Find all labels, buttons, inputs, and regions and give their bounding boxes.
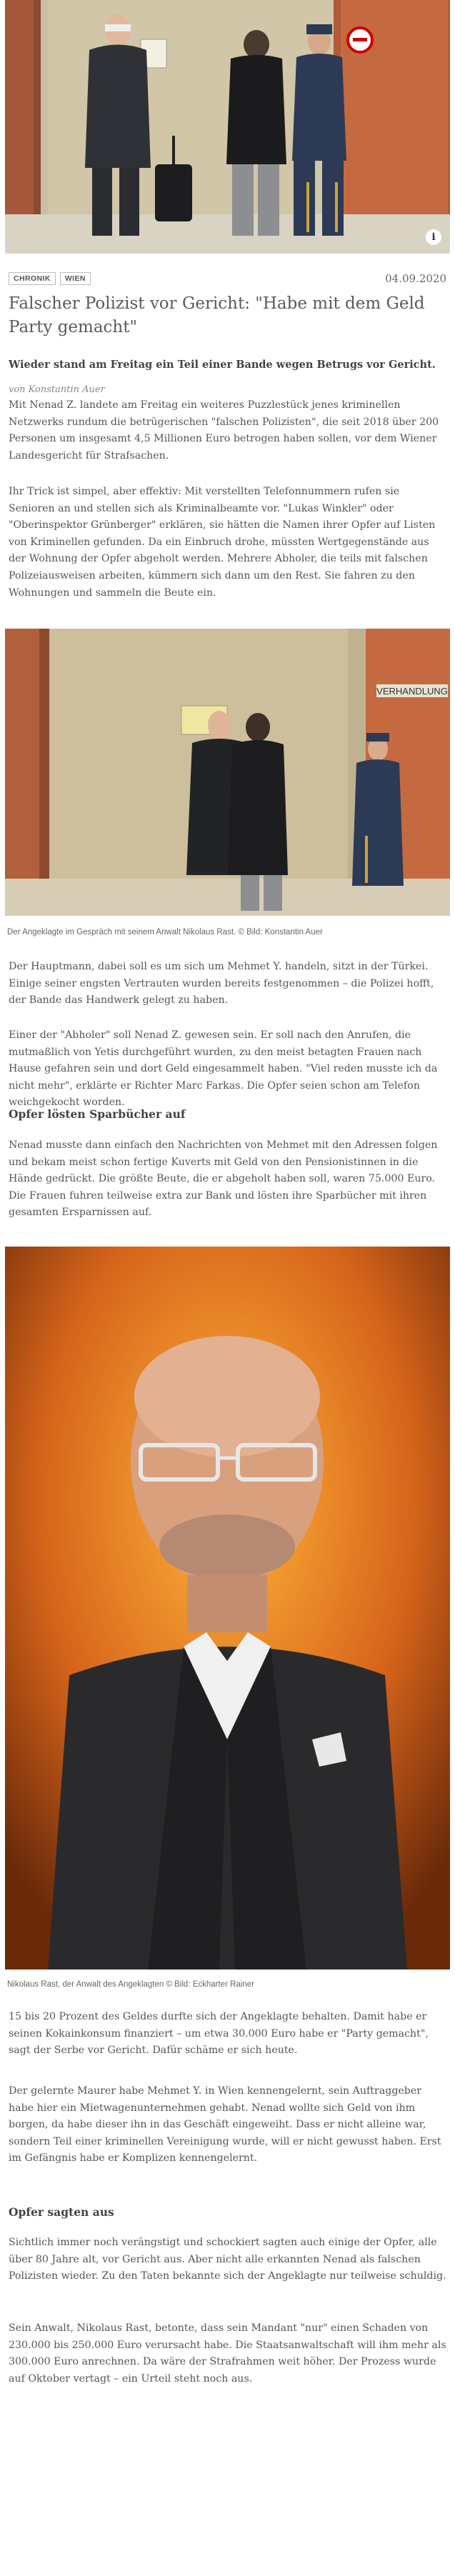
- paragraph-4: Einer der "Abholer" soll Nenad Z. gewesen sein. Er soll nach den Anrufen, die mutmaßlich von Yetis durchgeführt wurden, zu den meist betagten Frauen nach Hause gefahren sein und dort Geld eingesammelt haben. "Viel reden musste ich da nicht mehr", erklärte er Richter Marc Farkas. Die Opfer seien schon am Telefon weichgekocht worden.: [9, 1029, 438, 1109]
- category-tag-wien[interactable]: WIEN: [60, 272, 91, 285]
- door-sign: VERHANDLUNG: [376, 686, 448, 697]
- paragraph-1: Mit Nenad Z. landete am Freitag ein weiteres Puzzlestück jenes kriminellen Netzwerks rundum die betrügerischen "falschen Polizisten", die seit 2018 über 200 Personen um insgesamt 4,5 Millionen Euro betrogen haben sollen, vor dem Wiener Landesgericht für Strafsachen.: [9, 399, 439, 461]
- publish-date: 04.09.2020: [385, 272, 446, 285]
- article-title: Falscher Polizist vor Gericht: "Habe mit dem Geld Party gemacht": [9, 294, 425, 336]
- category-tag-chronik[interactable]: CHRONIK: [9, 272, 56, 285]
- paragraph-3: Der Hauptmann, dabei soll es um sich um Mehmet Y. handeln, sitzt in der Türkei. Einige seiner engsten Vertrauten wurden bereits festgenommen – die Polizei hofft, der Bande das Handwerk gelegt zu haben.: [9, 961, 434, 1007]
- paragraph-6: 15 bis 20 Prozent des Geldes durfte sich der Angeklagte behalten. Damit habe er seinen Kokainkonsum finanziert – um etwa 30.000 Euro habe er "Party gemacht", sagt der Serbe vor Gericht. Dafür schäme er sich heute.: [9, 2011, 429, 2057]
- article-author: von Konstantin Auer: [9, 384, 105, 395]
- paragraph-5: Nenad musste dann einfach den Nachrichten von Mehmet mit den Adressen folgen und bekam meist schon fertige Kuverts mit Geld von den Pensionistinnen in die Hände gedrückt. Die größte Beute, die er abgeholt haben soll, waren 75.000 Euro. Die Frauen fuhren teilweise extra zur Bank und lösten ihre Sparbücher mit ihren gesamten Ersparnissen auf.: [9, 1139, 438, 1219]
- article-lead: Wieder stand am Freitag ein Teil einer Bande wegen Betrugs vor Gericht.: [9, 359, 436, 371]
- hero-image: [5, 0, 450, 254]
- hero-photo-illustration: [5, 0, 450, 254]
- paragraph-8: Sichtlich immer noch verängstigt und schockiert sagten auch einige der Opfer, alle über 80 Jahre alt, vor Gericht aus. Aber nicht alle erkannten Nenad als falschen Polizisten wieder. Zu den Taten bekannte sich der Angeklagte nur teilweise schuldig.: [9, 2237, 446, 2282]
- article-meta: [9, 271, 446, 286]
- lawyer-portrait-illustration: [5, 1247, 450, 1970]
- figure-3-caption: Nikolaus Rast, der Anwalt des Angeklagten © Bild: Eckharter Rainer: [7, 1980, 254, 1989]
- figure-defendant-lawyer: [5, 629, 450, 916]
- paragraph-2: Ihr Trick ist simpel, aber effektiv: Mit verstellten Telefonnummern rufen sie Senioren an und stellen sich als Kriminalbeamte vor. "Lukas Winkler" oder "Oberinspektor Grünberger" erklären, sie hätten die Namen ihrer Opfer auf Listen von Kriminellen gefunden. Da ein Einbruch drohe, müssten Wertgegenstände aus der Wohnung der Opfer abgeholt werden. Mehrere Abholer, die teils mit falschen Polizeiausweisen arbeiten, kümmern sich dann um den Rest. Sie fahren zu den Wohnungen und sammeln die Beute ein.: [9, 486, 436, 599]
- figure-2-caption: Der Angeklagte im Gespräch mit seinem Anwalt Nikolaus Rast. © Bild: Konstantin Auer: [7, 928, 323, 937]
- paragraph-7: Der gelernte Maurer habe Mehmet Y. in Wien kennengelernt, sein Auftraggeber habe hier ein Mietwagenunternehmen gehabt. Nenad wollte sich Geld von ihm borgen, da habe dieser ihn in das Geschäft eingeweiht. Dass er nicht alleine war, sondern Teil einer kriminellen Vereinigung wurde, will er nicht gewusst haben. Erst im Gefängnis habe er Komplizen kennengelernt.: [9, 2085, 441, 2165]
- figure-lawyer-portrait: [5, 1247, 450, 1970]
- subheading-sparbuecher: Opfer lösten Sparbücher auf: [9, 1107, 186, 1121]
- image-info-button[interactable]: i: [426, 229, 441, 245]
- paragraph-9: Sein Anwalt, Nikolaus Rast, betonte, dass sein Mandant "nur" einen Schaden von 230.000 bis 250.000 Euro verursacht habe. Die Staatsanwaltschaft will ihm mehr als 300.000 Euro anrechnen. Da wäre der Strafrahmen weit höher. Der Prozess wurde auf Oktober vertagt – ein Urteil steht noch aus.: [9, 2322, 446, 2385]
- subheading-opfer-aussage: Opfer sagten aus: [9, 2205, 114, 2219]
- defendant-lawyer-photo-illustration: [5, 629, 450, 916]
